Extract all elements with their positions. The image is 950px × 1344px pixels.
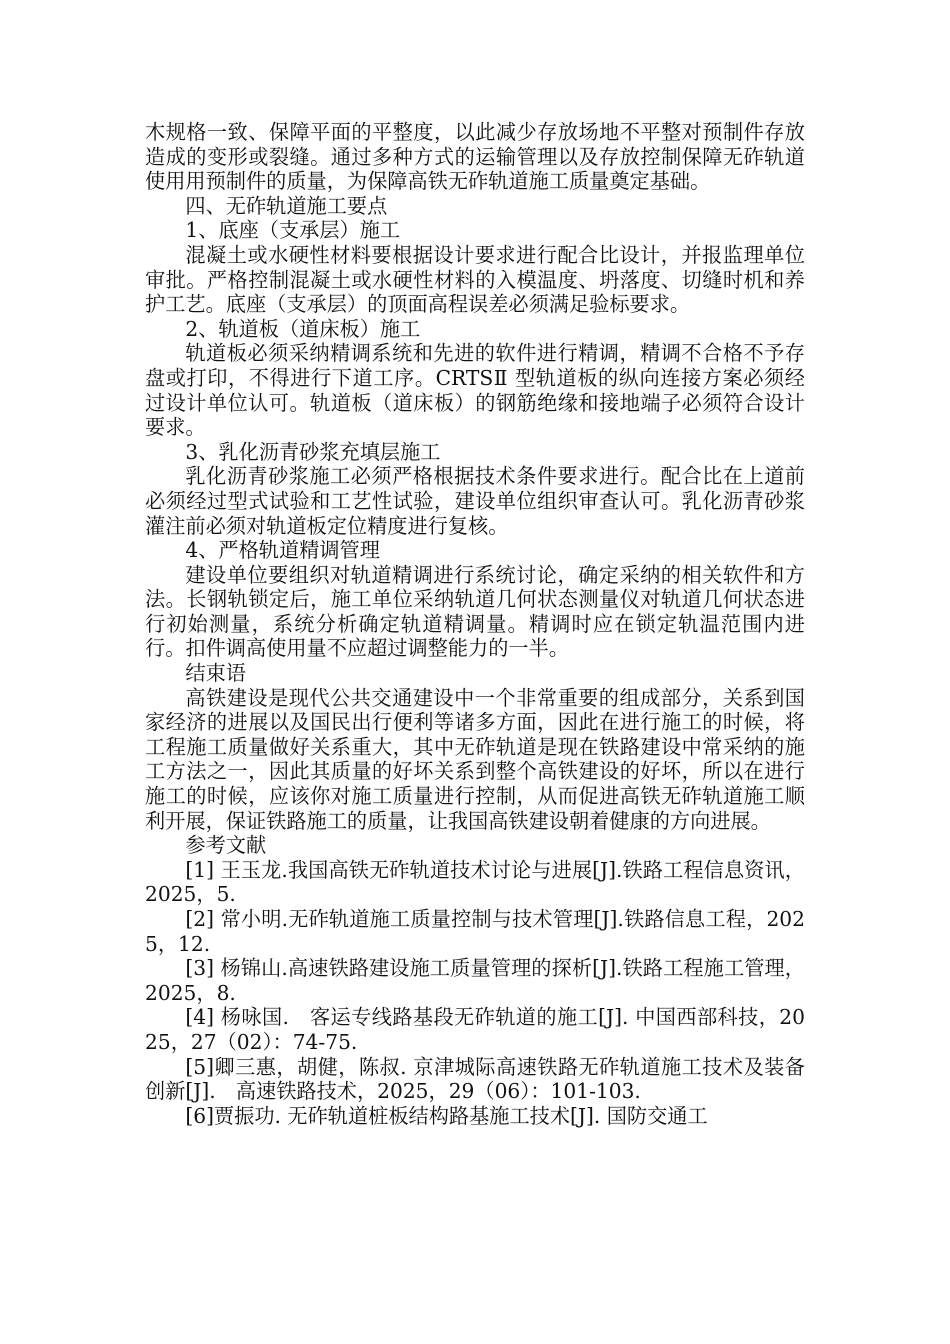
references-heading: 参考文献	[185, 833, 267, 858]
reference-item: [1] 王玉龙.我国高铁无砟轨道技术讨论与进展[J].铁路工程信息资讯，2025，5.	[145, 857, 805, 907]
body-paragraph: 混凝土或水硬性材料要根据设计要求进行配合比设计，并报监理单位审批。严格控制混凝土或水硬性材料的入模温度、坍落度、切缝时机和养护工艺。底座（支承层）的顶面高程误差必须满足验标要求。	[145, 242, 805, 317]
body-paragraph: 轨道板必须采纳精调系统和先进的软件进行精调，精调不合格不予存盘或打印，不得进行下道工序。CRTSⅡ 型轨道板的纵向连接方案必须经过设计单位认可。轨道板（道床板）的钢筋绝缘和接地端子必须符合设计要求。	[145, 341, 805, 440]
section-heading: 结束语	[185, 661, 246, 686]
subsection-heading: 1、底座（支承层）施工	[185, 218, 401, 243]
body-paragraph: 高铁建设是现代公共交通建设中一个非常重要的组成部分，关系到国家经济的进展以及国民出行便利等诸多方面，因此在进行施工的时候，将工程施工质量做好关系重大，其中无砟轨道是现在铁路建设中常采纳的施工方法之一，因此其质量的好坏关系到整个高铁建设的好坏，所以在进行施工的时候，应该你对施工质量进行控制，从而促进高铁无砟轨道施工顺利开展，保证铁路施工的质量，让我国高铁建设朝着健康的方向进展。	[145, 685, 805, 833]
body-paragraph: 乳化沥青砂浆施工必须严格根据技术条件要求进行。配合比在上道前必须经过型式试验和工艺性试验，建设单位组织审查认可。乳化沥青砂浆灌注前必须对轨道板定位精度进行复核。	[145, 464, 805, 538]
reference-item: [3] 杨锦山.高速铁路建设施工质量管理的探析[J].铁路工程施工管理，2025，8.	[145, 956, 805, 1005]
subsection-heading: 4、严格轨道精调管理	[185, 538, 380, 563]
document-page	[145, 120, 805, 1128]
reference-item: [4] 杨咏国. 客运专线路基段无砟轨道的施工[J]. 中国西部科技，2025，27（02）：74-75.	[145, 1005, 805, 1054]
reference-item: [6]贾振功. 无砟轨道桩板结构路基施工技术[J]. 国防交通工	[185, 1103, 708, 1128]
reference-item: [5]卿三惠，胡健，陈叔. 京津城际高速铁路无砟轨道施工技术及装备创新[J]. 高速铁路技术，2025，29（06）：101-103.	[145, 1054, 805, 1104]
subsection-heading: 2、轨道板（道床板）施工	[185, 316, 421, 341]
reference-item: [2] 常小明.无砟轨道施工质量控制与技术管理[J].铁路信息工程，2025，12.	[145, 907, 805, 956]
body-paragraph: 木规格一致、保障平面的平整度，以此减少存放场地不平整对预制件存放造成的变形或裂缝。通过多种方式的运输管理以及存放控制保障无砟轨道使用用预制件的质量，为保障高铁无砟轨道施工质量奠定基础。	[145, 120, 805, 194]
subsection-heading: 3、乳化沥青砂浆充填层施工	[185, 439, 441, 464]
section-heading: 四、无砟轨道施工要点	[185, 193, 388, 218]
body-paragraph: 建设单位要组织对轨道精调进行系统讨论，确定采纳的相关软件和方法。长钢轨锁定后，施工单位采纳轨道几何状态测量仪对轨道几何状态进行初始测量，系统分析确定轨道精调量。精调时应在锁定轨温范围内进行。扣件调高使用量不应超过调整能力的一半。	[145, 562, 805, 661]
